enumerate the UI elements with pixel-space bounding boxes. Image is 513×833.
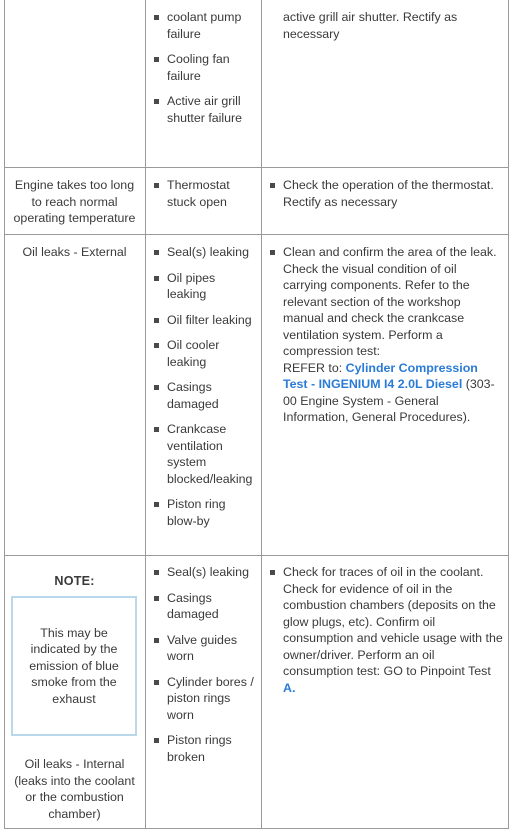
bullet-icon (154, 638, 159, 643)
row-3-causes (145, 564, 261, 774)
bullet-icon (270, 250, 275, 255)
list-item: Valve guides worn (153, 632, 257, 665)
bullet-icon (270, 570, 275, 575)
list-item: Cylinder bores / piston rings worn (153, 674, 257, 724)
list-item: Seal(s) leaking (153, 244, 257, 261)
table-border-bottom (4, 828, 509, 829)
list-item: Piston ring blow-by (153, 496, 257, 529)
row-3-condition: Oil leaks - Internal (leaks into the coolant or the combustion chamber) (14, 757, 135, 821)
row-divider-3 (4, 555, 509, 556)
note-box (11, 596, 137, 736)
bullet-icon (154, 427, 159, 432)
bullet-icon (154, 596, 159, 601)
bullet-icon (154, 502, 159, 507)
bullet-icon (154, 15, 159, 20)
list-item: Check for traces of oil in the coolant. Check for evidence of oil in the combustion chambers (deposits on the glow plugs, etc). Confirm oil consumption and vehicle usage with the owner/driver. Perform an oil consumption test: GO to Pinpoint Test A. (269, 564, 503, 696)
list-item: Crankcase ventilation system blocked/leaking (153, 421, 257, 487)
bullet-icon (270, 183, 275, 188)
bullet-icon (154, 680, 159, 685)
row-divider-1 (4, 167, 509, 168)
bullet-icon (154, 385, 159, 390)
row-divider-2 (4, 234, 509, 235)
list-item: coolant pump failure (153, 9, 257, 42)
diagnosis-table (4, 0, 509, 829)
row-0-actions: active grill air shutter. Rectify as necessary (283, 10, 458, 41)
list-item: Seal(s) leaking (153, 564, 257, 581)
list-item: Piston rings broken (153, 732, 257, 765)
bullet-icon (154, 343, 159, 348)
bullet-icon (154, 57, 159, 62)
bullet-icon (154, 183, 159, 188)
bullet-icon (154, 738, 159, 743)
bullet-icon (154, 276, 159, 281)
bullet-icon (154, 570, 159, 575)
row-1-causes (145, 177, 261, 219)
note-text: This may be indicated by the emission of blue smoke from the exhaust (29, 625, 119, 706)
row-1-actions (261, 177, 509, 219)
row-0-causes (145, 9, 261, 135)
pinpoint-test-a-link[interactable]: A. (283, 680, 296, 695)
row-3-actions (261, 564, 509, 705)
row-1-condition: Engine takes too long to reach normal operating temperature (13, 178, 136, 225)
list-item: Clean and confirm the area of the leak. Check the visual condition of oil carrying components. Refer to the relevant section of the workshop manual and check the crankcase ventilation system. Perform a compression test: REFER to: Cylinder Compression Test - INGENIUM I4 2.0L Diesel (303-00 Engine System - General Information, General Procedures). (269, 244, 503, 426)
bullet-icon (154, 318, 159, 323)
table-border-left (4, 0, 5, 829)
list-item: Cooling fan failure (153, 51, 257, 84)
bullet-icon (154, 99, 159, 104)
list-item: Active air grill shutter failure (153, 93, 257, 126)
note-title: NOTE: (54, 574, 95, 588)
cylinder-compression-test-link[interactable]: Cylinder Compression Test - INGENIUM I4 2.0L Diesel (283, 360, 478, 391)
list-item: Check the operation of the thermostat. Rectify as necessary (269, 177, 503, 210)
row-2-actions (261, 244, 509, 435)
list-item: Thermostat stuck open (153, 177, 257, 210)
row-2-causes (145, 244, 261, 538)
list-item: Oil cooler leaking (153, 337, 257, 370)
list-item: Oil filter leaking (153, 312, 257, 329)
list-item: Casings damaged (153, 590, 257, 623)
bullet-icon (154, 250, 159, 255)
row-2-condition: Oil leaks - External (22, 245, 127, 259)
list-item: Casings damaged (153, 379, 257, 412)
list-item: Oil pipes leaking (153, 270, 257, 303)
